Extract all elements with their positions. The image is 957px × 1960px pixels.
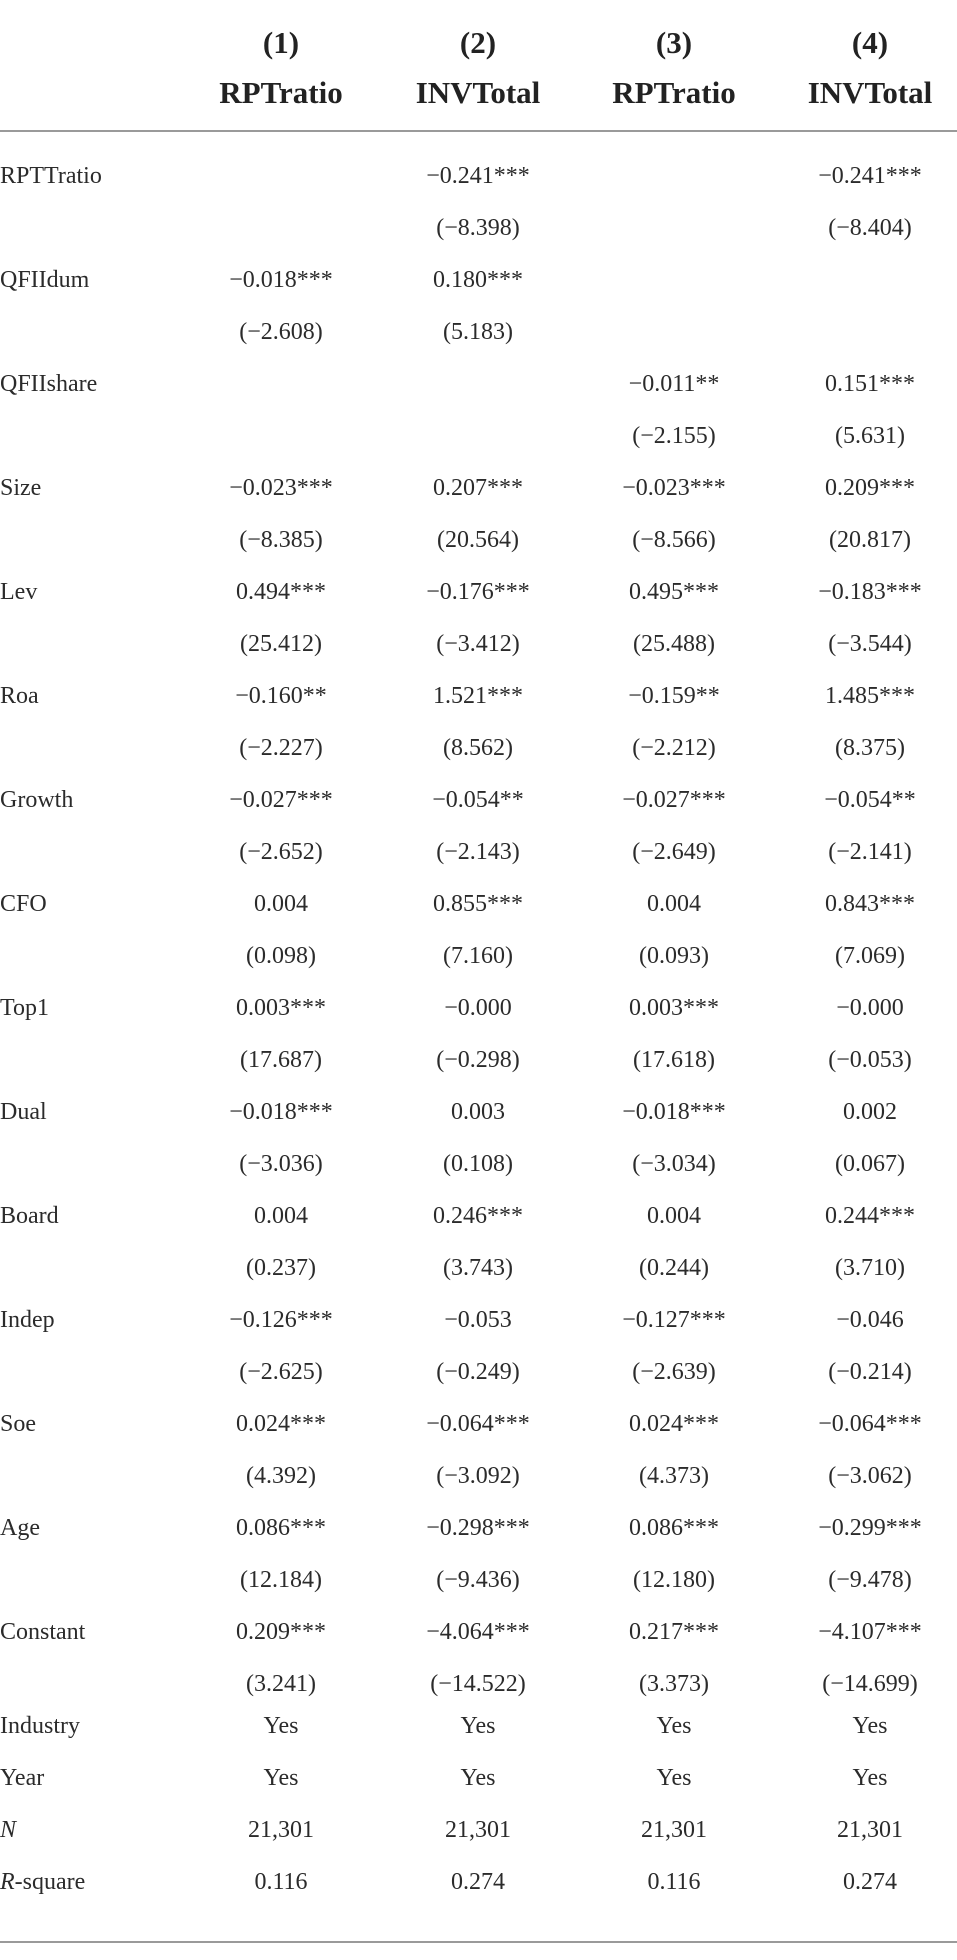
coefficient-cell: 0.855*** <box>433 891 523 917</box>
coefficient-row <box>0 566 957 618</box>
statistic-cell: (−2.155) <box>632 423 716 449</box>
statistic-row <box>0 1450 957 1502</box>
statistic-row <box>0 202 957 254</box>
statistic-cell: (−2.608) <box>239 319 323 345</box>
coefficient-cell: 0.217*** <box>629 1619 719 1645</box>
coefficient-cell: 0.843*** <box>825 891 915 917</box>
coefficient-cell: 0.209*** <box>236 1619 326 1645</box>
coefficient-cell: 0.495*** <box>629 579 719 605</box>
footer-cell: Yes <box>263 1765 299 1791</box>
statistic-cell: (−3.036) <box>239 1151 323 1177</box>
statistic-cell: (7.160) <box>443 943 513 969</box>
statistic-row <box>0 722 957 774</box>
coefficient-cell: 0.209*** <box>825 475 915 501</box>
footer-row <box>0 1804 957 1856</box>
coefficient-cell: 0.004 <box>647 1203 701 1229</box>
statistic-cell: (−9.478) <box>828 1567 912 1593</box>
coefficient-cell: −0.127*** <box>622 1307 726 1333</box>
coefficient-cell: 0.246*** <box>433 1203 523 1229</box>
statistic-cell: (0.244) <box>639 1255 709 1281</box>
statistic-cell: (−14.522) <box>430 1671 526 1697</box>
statistic-row <box>0 618 957 670</box>
statistic-cell: (0.237) <box>246 1255 316 1281</box>
coefficient-cell: −0.054** <box>432 787 524 813</box>
statistic-row <box>0 1034 957 1086</box>
coefficient-row <box>0 462 957 514</box>
statistic-cell: (−3.092) <box>436 1463 520 1489</box>
statistic-row <box>0 1138 957 1190</box>
statistic-cell: (−2.227) <box>239 735 323 761</box>
row-label: Dual <box>0 1099 47 1125</box>
coefficient-cell: −0.011** <box>628 371 720 397</box>
row-label: Soe <box>0 1411 36 1437</box>
coefficient-row <box>0 358 957 410</box>
footer-cell: Yes <box>852 1765 888 1791</box>
statistic-cell: (−2.141) <box>828 839 912 865</box>
statistic-cell: (−2.652) <box>239 839 323 865</box>
statistic-cell: (−0.249) <box>436 1359 520 1385</box>
coefficient-cell: −0.018*** <box>622 1099 726 1125</box>
statistic-cell: (−0.053) <box>828 1047 912 1073</box>
coefficient-cell: 0.207*** <box>433 475 523 501</box>
statistic-cell: (−0.298) <box>436 1047 520 1073</box>
statistic-cell: (−3.034) <box>632 1151 716 1177</box>
coefficient-cell: −0.064*** <box>818 1411 922 1437</box>
coefficient-cell: −0.183*** <box>818 579 922 605</box>
statistic-cell: (0.093) <box>639 943 709 969</box>
statistic-row <box>0 1554 957 1606</box>
statistic-cell: (3.241) <box>246 1671 316 1697</box>
footer-cell: 0.274 <box>451 1869 505 1895</box>
statistic-cell: (−3.544) <box>828 631 912 657</box>
statistic-row <box>0 306 957 358</box>
row-label: Age <box>0 1515 40 1541</box>
coefficient-cell: 0.003*** <box>236 995 326 1021</box>
column-variable: INVTotal <box>807 75 933 110</box>
coefficient-cell: 0.086*** <box>629 1515 719 1541</box>
row-label: Board <box>0 1203 59 1229</box>
row-label-rest: -square <box>14 1869 86 1895</box>
footer-cell: 21,301 <box>837 1817 903 1843</box>
row-label-italic: N <box>0 1817 17 1843</box>
column-header-4 <box>772 18 957 118</box>
coefficient-row <box>0 1398 957 1450</box>
coefficient-cell: −0.000 <box>836 995 904 1021</box>
statistic-row <box>0 410 957 462</box>
coefficient-cell: 0.002 <box>843 1099 897 1125</box>
coefficient-cell: 0.180*** <box>433 267 523 293</box>
statistic-cell: (−2.212) <box>632 735 716 761</box>
statistic-cell: (3.373) <box>639 1671 709 1697</box>
footer-cell: Yes <box>263 1713 299 1739</box>
statistic-cell: (−0.214) <box>828 1359 912 1385</box>
coefficient-cell: −0.126*** <box>229 1307 333 1333</box>
column-header-1 <box>183 18 379 118</box>
statistic-row <box>0 1346 957 1398</box>
statistic-cell: (3.710) <box>835 1255 905 1281</box>
header-divider <box>0 130 957 132</box>
statistic-cell: (8.375) <box>835 735 905 761</box>
coefficient-cell: 0.024*** <box>629 1411 719 1437</box>
coefficient-row <box>0 878 957 930</box>
row-label: QFIIshare <box>0 371 98 397</box>
statistic-cell: (−3.412) <box>436 631 520 657</box>
coefficient-cell: 0.003 <box>451 1099 505 1125</box>
coefficient-row <box>0 982 957 1034</box>
statistic-row <box>0 514 957 566</box>
column-header-3 <box>576 18 772 118</box>
statistic-cell: (−8.404) <box>828 215 912 241</box>
statistic-cell: (5.631) <box>835 423 905 449</box>
coefficient-cell: −4.107*** <box>818 1619 922 1645</box>
column-number: (1) <box>262 25 300 60</box>
row-label: Top1 <box>0 995 49 1021</box>
table-bottom-divider <box>0 1941 957 1943</box>
statistic-cell: (12.180) <box>633 1567 715 1593</box>
coefficient-row <box>0 774 957 826</box>
row-label: Size <box>0 475 42 501</box>
statistic-cell: (0.098) <box>246 943 316 969</box>
statistic-cell: (4.392) <box>246 1463 316 1489</box>
row-label: RPTTratio <box>0 163 102 189</box>
row-label: Roa <box>0 683 39 709</box>
row-label: Growth <box>0 787 74 813</box>
coefficient-cell: 0.494*** <box>236 579 326 605</box>
footer-cell: 21,301 <box>248 1817 314 1843</box>
row-label-italic: R <box>0 1869 15 1895</box>
statistic-cell: (−2.625) <box>239 1359 323 1385</box>
coefficient-cell: −0.159** <box>628 683 720 709</box>
coefficient-cell: −0.027*** <box>229 787 333 813</box>
statistic-cell: (−9.436) <box>436 1567 520 1593</box>
coefficient-cell: 0.003*** <box>629 995 719 1021</box>
coefficient-row <box>0 254 957 306</box>
coefficient-cell: −0.241*** <box>426 163 530 189</box>
row-label: Year <box>0 1765 45 1791</box>
coefficient-cell: 0.244*** <box>825 1203 915 1229</box>
row-label: Lev <box>0 579 38 605</box>
statistic-cell: (20.817) <box>829 527 911 553</box>
statistic-cell: (5.183) <box>443 319 513 345</box>
coefficient-cell: −0.241*** <box>818 163 922 189</box>
statistic-cell: (−2.639) <box>632 1359 716 1385</box>
coefficient-row <box>0 1294 957 1346</box>
coefficient-cell: 0.004 <box>647 891 701 917</box>
statistic-cell: (4.373) <box>639 1463 709 1489</box>
statistic-cell: (25.412) <box>240 631 322 657</box>
coefficient-cell: −0.000 <box>444 995 512 1021</box>
coefficient-cell: −0.064*** <box>426 1411 530 1437</box>
column-number: (3) <box>655 25 693 60</box>
coefficient-row <box>0 1502 957 1554</box>
coefficient-row <box>0 670 957 722</box>
coefficient-cell: 0.004 <box>254 891 308 917</box>
coefficient-cell: −0.023*** <box>622 475 726 501</box>
statistic-cell: (20.564) <box>437 527 519 553</box>
coefficient-cell: 1.485*** <box>825 683 915 709</box>
footer-cell: Yes <box>460 1713 496 1739</box>
coefficient-cell: −0.053 <box>444 1307 512 1333</box>
footer-cell: Yes <box>656 1713 692 1739</box>
column-number: (4) <box>851 25 889 60</box>
coefficient-cell: −0.298*** <box>426 1515 530 1541</box>
coefficient-cell: −0.023*** <box>229 475 333 501</box>
row-label: Industry <box>0 1713 80 1739</box>
column-variable: RPTratio <box>612 75 736 110</box>
column-variable: RPTratio <box>219 75 343 110</box>
statistic-row <box>0 930 957 982</box>
footer-row <box>0 1856 957 1908</box>
footer-cell: 21,301 <box>641 1817 707 1843</box>
statistic-cell: (−14.699) <box>822 1671 918 1697</box>
statistic-cell: (0.108) <box>443 1151 513 1177</box>
table-header <box>0 18 957 118</box>
column-header-2 <box>380 18 576 118</box>
footer-cell: 0.116 <box>647 1869 701 1895</box>
statistic-cell: (7.069) <box>835 943 905 969</box>
statistic-cell: (25.488) <box>633 631 715 657</box>
coefficient-cell: −0.046 <box>836 1307 904 1333</box>
footer-cell: Yes <box>852 1713 888 1739</box>
statistic-cell: (−8.385) <box>239 527 323 553</box>
coefficient-cell: −0.018*** <box>229 267 333 293</box>
footer-cell: 0.274 <box>843 1869 897 1895</box>
statistic-cell: (−8.398) <box>436 215 520 241</box>
statistic-row <box>0 1242 957 1294</box>
statistic-cell: (17.687) <box>240 1047 322 1073</box>
footer-cell: 0.116 <box>254 1869 308 1895</box>
statistic-cell: (−8.566) <box>632 527 716 553</box>
coefficient-row <box>0 150 957 202</box>
row-label <box>0 1856 190 1908</box>
footer-row <box>0 1700 957 1752</box>
statistic-row <box>0 826 957 878</box>
statistic-cell: (−2.143) <box>436 839 520 865</box>
coefficient-cell: −0.027*** <box>622 787 726 813</box>
footer-cell: Yes <box>656 1765 692 1791</box>
footer-row <box>0 1752 957 1804</box>
statistic-cell: (−2.649) <box>632 839 716 865</box>
row-label: QFIIdum <box>0 267 90 293</box>
statistic-cell: (8.562) <box>443 735 513 761</box>
coefficient-cell: 0.151*** <box>825 371 915 397</box>
coefficient-cell: −0.054** <box>824 787 916 813</box>
coefficient-cell: −4.064*** <box>426 1619 530 1645</box>
row-label <box>0 1804 190 1856</box>
coefficient-cell: −0.018*** <box>229 1099 333 1125</box>
coefficient-row <box>0 1190 957 1242</box>
statistic-cell: (12.184) <box>240 1567 322 1593</box>
coefficient-row <box>0 1086 957 1138</box>
coefficient-cell: −0.160** <box>235 683 327 709</box>
row-label: CFO <box>0 891 47 917</box>
coefficient-cell: 0.086*** <box>236 1515 326 1541</box>
coefficient-cell: 0.024*** <box>236 1411 326 1437</box>
row-label: Indep <box>0 1307 55 1333</box>
statistic-cell: (3.743) <box>443 1255 513 1281</box>
statistic-cell: (17.618) <box>633 1047 715 1073</box>
coefficient-cell: −0.176*** <box>426 579 530 605</box>
row-label: Constant <box>0 1619 86 1645</box>
coefficient-cell: −0.299*** <box>818 1515 922 1541</box>
column-variable: INVTotal <box>415 75 541 110</box>
footer-cell: Yes <box>460 1765 496 1791</box>
footer-cell: 21,301 <box>445 1817 511 1843</box>
coefficient-row <box>0 1606 957 1658</box>
coefficient-cell: 0.004 <box>254 1203 308 1229</box>
column-number: (2) <box>459 25 497 60</box>
statistic-cell: (−3.062) <box>828 1463 912 1489</box>
coefficient-cell: 1.521*** <box>433 683 523 709</box>
statistic-cell: (0.067) <box>835 1151 905 1177</box>
